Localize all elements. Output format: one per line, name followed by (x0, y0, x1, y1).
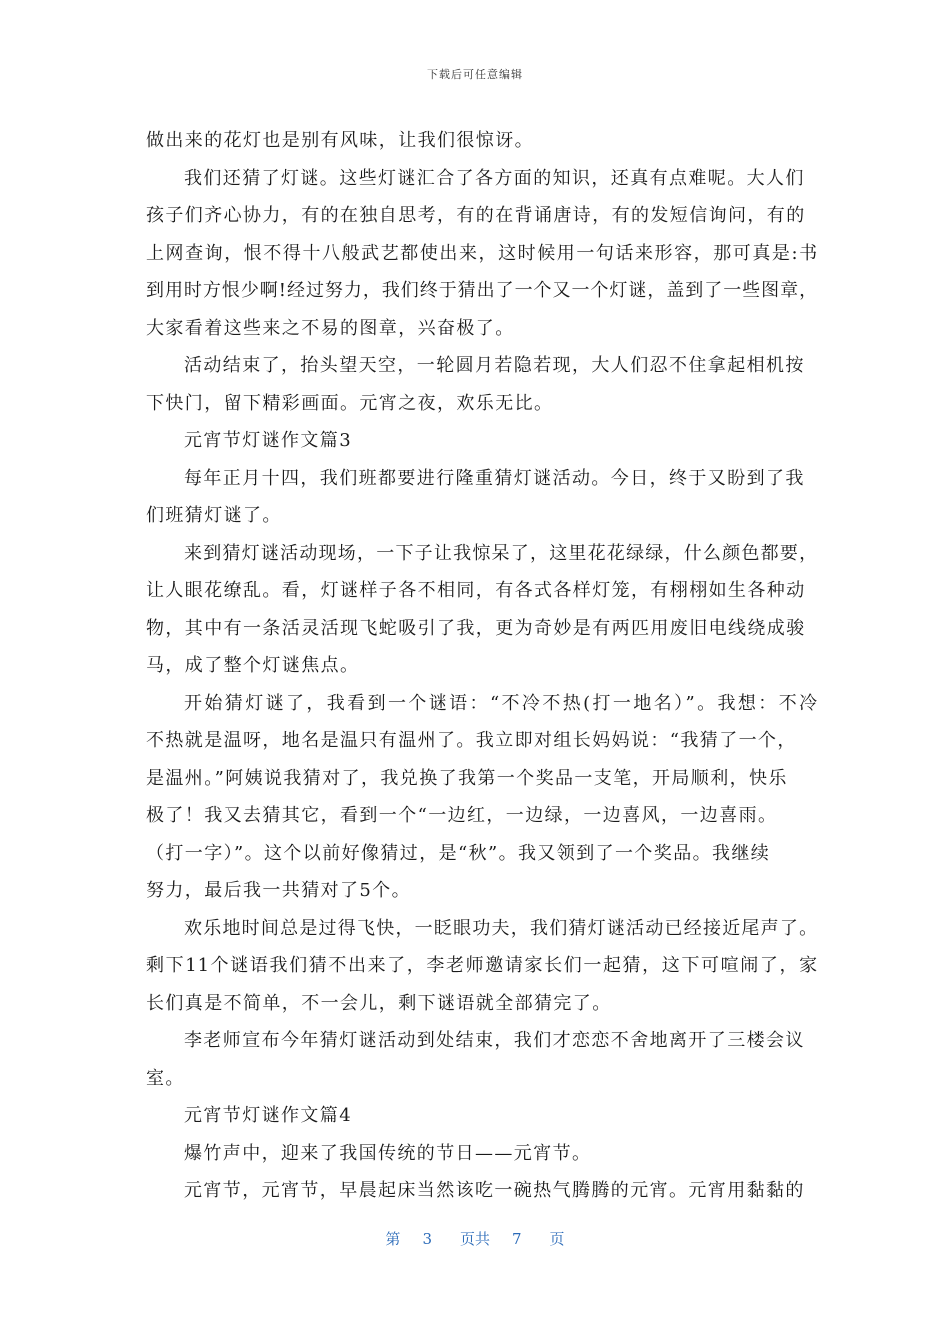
text-line: 大家看着这些来之不易的图章，兴奋极了。 (146, 317, 515, 339)
text-line: 活动结束了，抬头望天空，一轮圆月若隐若现，大人们忍不住拿起相机按 (184, 355, 805, 376)
text-line: 元宵节灯谜作文篇3 (184, 430, 353, 451)
text-line: 马，成了整个灯谜焦点。 (146, 655, 360, 676)
footer-middle: 页共 (459, 1230, 490, 1248)
text-line: 欢乐地时间总是过得飞快，一眨眼功夫，我们猜灯谜活动已经接近尾声了。 (184, 917, 818, 939)
text-line: 物，其中有一条活灵活现飞蛇吸引了我，更为奇妙是有两匹用废旧电线绕成骏 (146, 617, 806, 639)
text-line: 每年正月十四，我们班都要进行隆重猜灯谜活动。今日，终于又盼到了我 (184, 467, 805, 489)
text-line: 元宵节，元宵节，早晨起床当然该吃一碗热气腾腾的元宵。元宵用黏黏的 (184, 1180, 805, 1201)
text-line: 长们真是不简单，不一会儿，剩下谜语就全部猜完了。 (146, 992, 612, 1014)
text-line: （打一字）”。这个以前好像猜过，是“秋”。我又领到了一个奖品。我继续 (146, 842, 771, 864)
text-line: 们班猜灯谜了。 (146, 505, 282, 526)
text-line: 元宵节灯谜作文篇4 (184, 1105, 353, 1126)
text-line: 剩下11个谜语我们猜不出来了，李老师邀请家长们一起猜，这下可喧闹了，家 (146, 955, 818, 976)
page-header: 下载后可任意编辑 (427, 68, 523, 81)
text-line: 不热就是温呀，地名是温只有温州了。我立即对组长妈妈说：“我猜了一个， (146, 730, 797, 751)
text-line: 上网查询，恨不得十八般武艺都使出来，这时候用一句话来形容，那可真是:书 (146, 242, 818, 264)
text-line: 室。 (146, 1067, 185, 1089)
text-line: 做出来的花灯也是别有风味，让我们很惊讶。 (146, 130, 534, 151)
footer-page-number: 3 (422, 1230, 432, 1248)
text-line: 孩子们齐心协力，有的在独自思考，有的在背诵唐诗，有的发短信询问，有的 (146, 205, 806, 226)
text-line: 到用时方恨少啊!经过努力，我们终于猜出了一个又一个灯谜，盖到了一些图章， (146, 280, 818, 301)
text-line: 我们还猜了灯谜。这些灯谜汇合了各方面的知识，还真有点难呢。大人们 (184, 167, 805, 189)
text-line: 让人眼花缭乱。看，灯谜样子各不相同，有各式各样灯笼，有栩栩如生各种动 (146, 580, 806, 601)
footer-prefix: 第 (385, 1230, 401, 1248)
text-line: 爆竹声中，迎来了我国传统的节日——元宵节。 (184, 1142, 592, 1164)
text-line: 极了！我又去猜其它，看到一个“一边红，一边绿，一边喜风，一边喜雨。 (146, 805, 778, 826)
text-line: 努力，最后我一共猜对了5个。 (146, 880, 412, 901)
page-footer (0, 1228, 950, 1249)
text-line: 来到猜灯谜活动现场，一下子让我惊呆了，这里花花绿绿，什么颜色都要， (184, 542, 818, 564)
document-body (146, 122, 818, 1210)
text-line: 开始猜灯谜了，我看到一个谜语：“不冷不热(打一地名）”。我想：不冷 (184, 692, 818, 714)
footer-suffix: 页 (549, 1230, 565, 1248)
text-line: 李老师宣布今年猜灯谜活动到处结束，我们才恋恋不舍地离开了三楼会议 (184, 1030, 805, 1051)
text-line: 是温州。”阿姨说我猜对了，我兑换了我第一个奖品一支笔，开局顺利，快乐 (146, 767, 788, 789)
text-line: 下快门，留下精彩画面。元宵之夜，欢乐无比。 (146, 392, 554, 414)
footer-total-pages: 7 (512, 1230, 522, 1248)
